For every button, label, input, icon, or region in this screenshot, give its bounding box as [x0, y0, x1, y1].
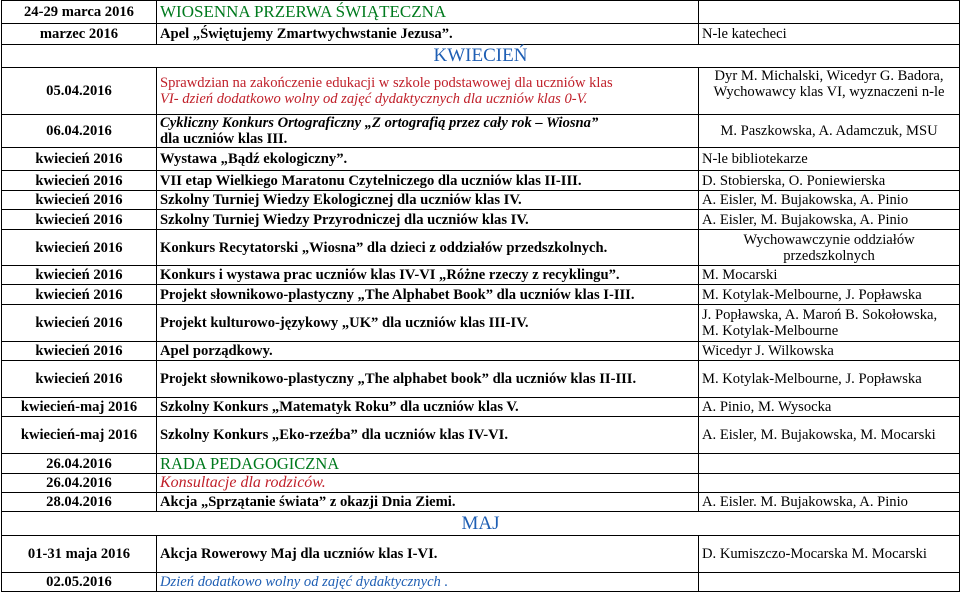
event-date: kwiecień 2016 [2, 171, 157, 191]
event-date: kwiecień-maj 2016 [2, 398, 157, 417]
table-row [2, 115, 960, 148]
responsible-persons [699, 454, 960, 474]
event-date: kwiecień 2016 [2, 342, 157, 361]
table-row [2, 1, 960, 24]
event-description: Dzień dodatkowo wolny od zajęć dydaktycznych . [157, 573, 699, 592]
table-row [2, 191, 960, 210]
responsible-persons: D. Kumiszczo-Mocarska M. Mocarski [699, 536, 960, 573]
table-row [2, 493, 960, 512]
responsible-persons: A. Eisler, M. Bujakowska, A. Pinio [699, 191, 960, 210]
event-description: Projekt słownikowo-plastyczny „The alphabet book” dla uczniów klas II-III. [157, 361, 699, 398]
table-row [2, 285, 960, 305]
event-cell [157, 115, 699, 148]
table-row [2, 171, 960, 191]
event-description: Akcja Rowerowy Maj dla uczniów klas I-VI. [157, 536, 699, 573]
table-row [2, 266, 960, 285]
event-description: RADA PEDAGOGICZNA [157, 454, 699, 474]
event-date: 26.04.2016 [2, 474, 157, 493]
event-description: Apel porządkowy. [157, 342, 699, 361]
table-row [2, 230, 960, 266]
responsible-persons: N-le katecheci [699, 24, 960, 45]
event-date: kwiecień 2016 [2, 210, 157, 230]
section-heading: MAJ [2, 512, 960, 536]
event-date: 06.04.2016 [2, 115, 157, 148]
responsible-persons [699, 573, 960, 592]
table-row [2, 454, 960, 474]
event-description: Projekt słownikowo-plastyczny „The Alphabet Book” dla uczniów klas I-III. [157, 285, 699, 305]
responsible-persons [699, 474, 960, 493]
table-row [2, 474, 960, 493]
responsible-persons: A. Eisler. M. Bujakowska, A. Pinio [699, 493, 960, 512]
responsible-persons: J. Popławska, A. Maroń B. Sokołowska, M. Kotylak-Melbourne [699, 305, 960, 342]
event-date: kwiecień 2016 [2, 285, 157, 305]
event-date: kwiecień 2016 [2, 305, 157, 342]
table-row [2, 24, 960, 45]
event-date: kwiecień 2016 [2, 361, 157, 398]
responsible-persons: Wicedyr J. Wilkowska [699, 342, 960, 361]
table-row [2, 305, 960, 342]
table-row [2, 361, 960, 398]
event-date: kwiecień 2016 [2, 266, 157, 285]
event-line: VI- dzień dodatkowo wolny od zajęć dydaktycznych dla uczniów klas 0-V. [160, 91, 588, 107]
table-row [2, 573, 960, 592]
schedule-body [2, 1, 960, 592]
responsible-persons: A. Eisler, M. Bujakowska, A. Pinio [699, 210, 960, 230]
table-row [2, 398, 960, 417]
event-cell [157, 68, 699, 115]
event-description: Wystawa „Bądź ekologiczny”. [157, 148, 699, 171]
table-row [2, 536, 960, 573]
schedule-table [1, 0, 960, 592]
responsible-persons: A. Pinio, M. Wysocka [699, 398, 960, 417]
event-description: Projekt kulturowo-językowy „UK” dla uczniów klas III-IV. [157, 305, 699, 342]
responsible-persons [699, 1, 960, 24]
table-row [2, 417, 960, 454]
table-row [2, 210, 960, 230]
section-row [2, 512, 960, 536]
event-description: Szkolny Konkurs „Eko-rzeźba” dla uczniów klas IV-VI. [157, 417, 699, 454]
responsible-cell: M. Paszkowska, A. Adamczuk, MSU [699, 115, 960, 148]
event-date: 28.04.2016 [2, 493, 157, 512]
responsible-persons: D. Stobierska, O. Poniewierska [699, 171, 960, 191]
event-description: VII etap Wielkiego Maratonu Czytelniczego dla uczniów klas II-III. [157, 171, 699, 191]
section-row [2, 45, 960, 68]
event-description: WIOSENNA PRZERWA ŚWIĄTECZNA [157, 1, 699, 24]
event-date: 26.04.2016 [2, 454, 157, 474]
event-line: dla uczniów klas III. [160, 131, 288, 147]
responsible-persons: N-le bibliotekarze [699, 148, 960, 171]
event-date: kwiecień 2016 [2, 191, 157, 210]
event-line: Sprawdzian na zakończenie edukacji w szkole podstawowej dla uczniów klas [160, 75, 613, 91]
event-date: 24-29 marca 2016 [2, 1, 157, 24]
event-date: 05.04.2016 [2, 68, 157, 115]
responsible-persons: M. Mocarski [699, 266, 960, 285]
event-description: Akcja „Sprzątanie świata” z okazji Dnia Ziemi. [157, 493, 699, 512]
table-row [2, 68, 960, 115]
responsible-persons: M. Kotylak-Melbourne, J. Popławska [699, 361, 960, 398]
event-description: Szkolny Konkurs „Matematyk Roku” dla uczniów klas V. [157, 398, 699, 417]
table-row [2, 148, 960, 171]
responsible-cell: Dyr M. Michalski, Wicedyr G. Badora, Wychowawcy klas VI, wyznaczeni n-le [699, 68, 960, 115]
event-description: Szkolny Turniej Wiedzy Ekologicznej dla uczniów klas IV. [157, 191, 699, 210]
event-date: marzec 2016 [2, 24, 157, 45]
event-date: kwiecień-maj 2016 [2, 417, 157, 454]
section-heading: KWIECIEŃ [2, 45, 960, 68]
responsible-persons: Wychowawczynie oddziałów przedszkolnych [699, 230, 960, 266]
event-description: Szkolny Turniej Wiedzy Przyrodniczej dla uczniów klas IV. [157, 210, 699, 230]
event-description: Konkurs i wystawa prac uczniów klas IV-VI „Różne rzeczy z recyklingu”. [157, 266, 699, 285]
event-date: kwiecień 2016 [2, 148, 157, 171]
event-date: 01-31 maja 2016 [2, 536, 157, 573]
responsible-persons: A. Eisler, M. Bujakowska, M. Mocarski [699, 417, 960, 454]
event-description: Konkurs Recytatorski „Wiosna” dla dzieci z oddziałów przedszkolnych. [157, 230, 699, 266]
event-date: kwiecień 2016 [2, 230, 157, 266]
event-description: Konsultacje dla rodziców. [157, 474, 699, 493]
table-row [2, 342, 960, 361]
event-description: Apel „Świętujemy Zmartwychwstanie Jezusa”. [157, 24, 699, 45]
event-date: 02.05.2016 [2, 573, 157, 592]
responsible-persons: M. Kotylak-Melbourne, J. Popławska [699, 285, 960, 305]
event-line: Cykliczny Konkurs Ortograficzny „Z ortografią przez cały rok – Wiosna” [160, 115, 599, 131]
